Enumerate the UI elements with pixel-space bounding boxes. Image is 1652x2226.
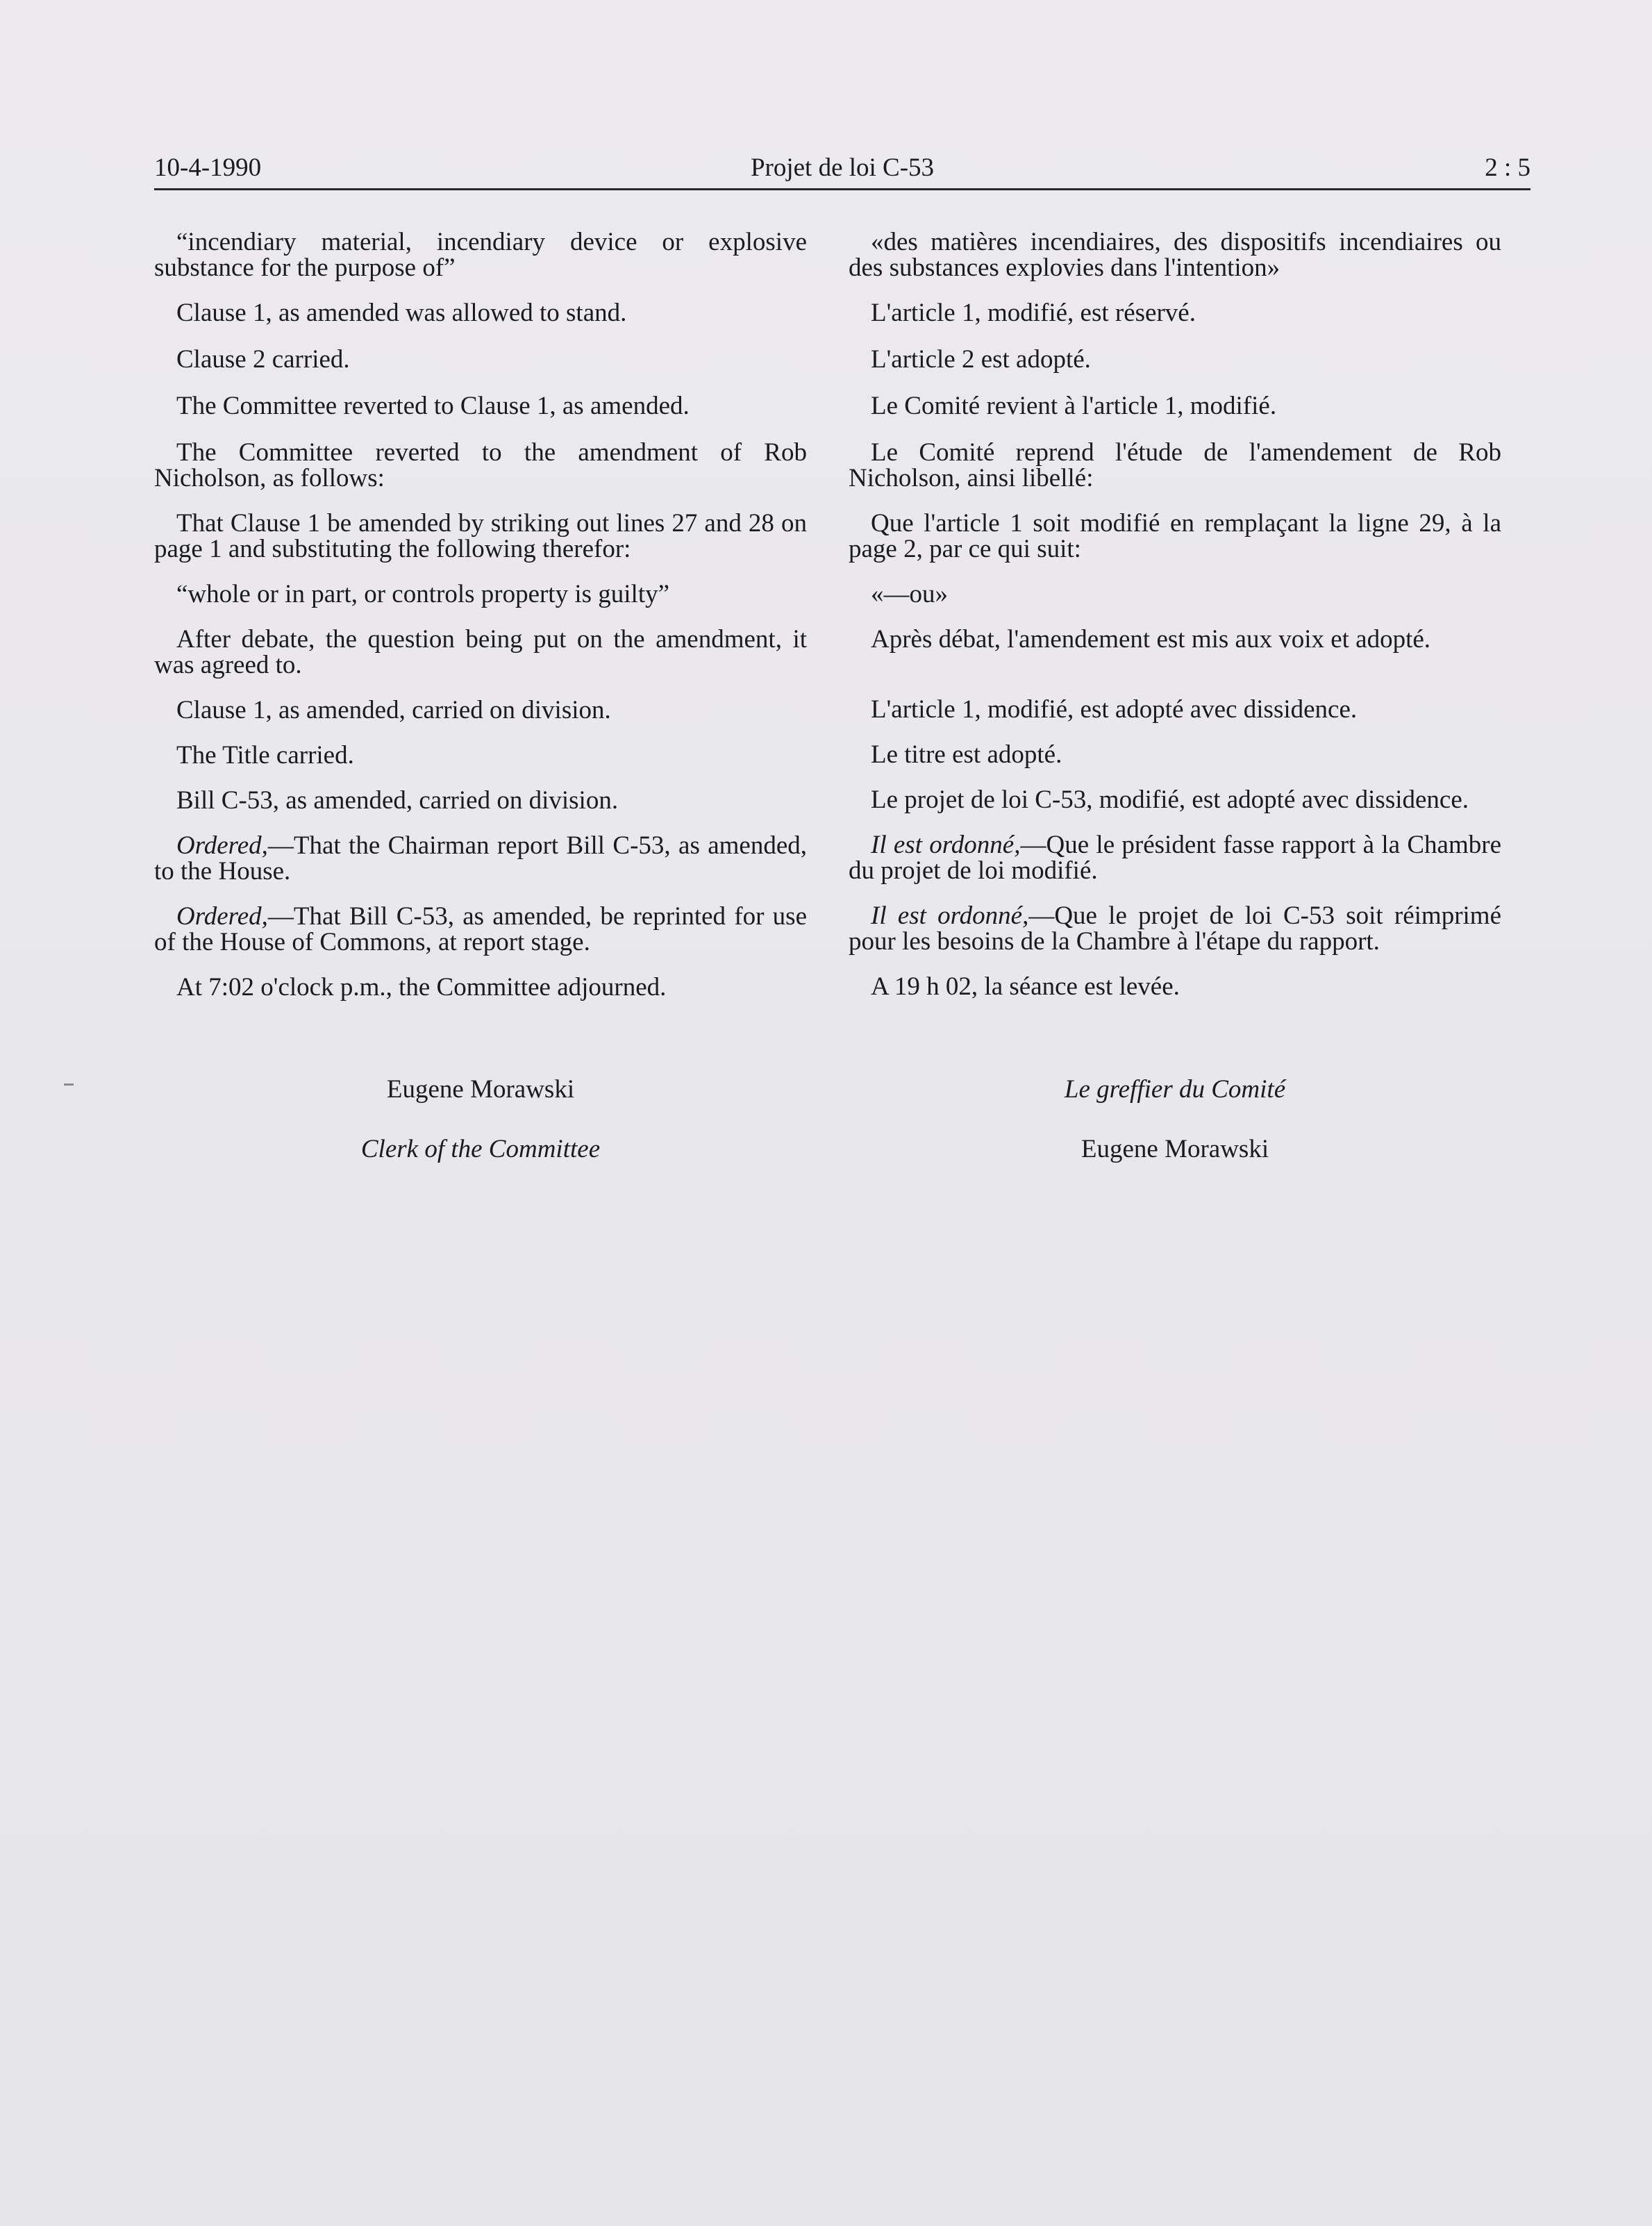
header-page-number: 2 : 5 bbox=[1485, 153, 1530, 182]
fr-paragraph: «—ou» bbox=[871, 580, 948, 608]
ordered-text: —That Bill C-53, as amended, be reprinted for use of the House of Commons, at report stage. bbox=[154, 902, 807, 956]
en-paragraph: Bill C-53, as amended, carried on division. bbox=[176, 786, 619, 815]
en-ordered-report bbox=[154, 833, 807, 884]
en-paragraph: The Committee reverted to Clause 1, as amended. bbox=[176, 392, 690, 420]
signature-title: Le greffier du Comité bbox=[1064, 1075, 1286, 1104]
ordered-lead: Ordered, bbox=[176, 831, 268, 860]
signature-title: Clerk of the Committee bbox=[360, 1135, 601, 1163]
margin-mark bbox=[64, 1083, 74, 1086]
fr-ordered-reprint bbox=[849, 903, 1501, 954]
fr-paragraph: Après débat, l'amendement est mis aux voix et adopté. bbox=[871, 625, 1431, 654]
en-paragraph: The Committee reverted to the amendment of Rob Nicholson, as follows: bbox=[154, 438, 807, 492]
english-column bbox=[154, 229, 807, 1020]
page-header bbox=[154, 149, 1530, 190]
en-paragraph: Clause 2 carried. bbox=[176, 345, 350, 374]
en-paragraph: Clause 1, as amended, carried on division. bbox=[176, 696, 611, 724]
signature-name: Eugene Morawski bbox=[1081, 1135, 1269, 1163]
french-column bbox=[849, 229, 1501, 1019]
ordered-text: —Que le projet de loi C-53 soit réimprimé pour les besoins de la Chambre à l'étape du rapport. bbox=[849, 902, 1501, 956]
fr-paragraph: Que l'article 1 soit modifié en remplaçant la ligne 29, à la page 2, par ce qui suit: bbox=[849, 509, 1501, 563]
en-adjourned: At 7:02 o'clock p.m., the Committee adjourned. bbox=[176, 973, 667, 1002]
signature-name: Eugene Morawski bbox=[386, 1075, 575, 1104]
ordered-text: —That the Chairman report Bill C-53, as amended, to the House. bbox=[154, 831, 807, 886]
fr-paragraph: Le projet de loi C-53, modifié, est adopté avec dissidence. bbox=[871, 786, 1469, 814]
fr-adjourned: A 19 h 02, la séance est levée. bbox=[871, 972, 1180, 1001]
en-paragraph: “incendiary material, incendiary device or explosive substance for the purpose of” bbox=[154, 228, 807, 282]
fr-ordered-report bbox=[849, 832, 1501, 883]
ordered-lead: Il est ordonné, bbox=[871, 902, 1029, 930]
en-paragraph: The Title carried. bbox=[176, 741, 354, 770]
header-date: 10-4-1990 bbox=[154, 153, 262, 182]
fr-paragraph: L'article 1, modifié, est réservé. bbox=[871, 299, 1196, 327]
fr-paragraph: L'article 2 est adopté. bbox=[871, 345, 1091, 374]
en-paragraph: “whole or in part, or controls property is guilty” bbox=[176, 580, 670, 608]
fr-paragraph: Le titre est adopté. bbox=[871, 740, 1062, 769]
en-ordered-reprint bbox=[154, 904, 807, 955]
fr-paragraph: Le Comité revient à l'article 1, modifié. bbox=[871, 392, 1277, 420]
en-paragraph: After debate, the question being put on the amendment, it was agreed to. bbox=[154, 625, 807, 679]
en-paragraph: Clause 1, as amended was allowed to stand. bbox=[176, 299, 627, 327]
fr-paragraph: «des matières incendiaires, des dispositifs incendiaires ou des substances explovies dans l'intention» bbox=[849, 228, 1501, 282]
header-rule bbox=[154, 188, 1530, 190]
ordered-lead: Il est ordonné, bbox=[871, 831, 1021, 859]
ordered-lead: Ordered, bbox=[176, 902, 268, 931]
header-title: Projet de loi C-53 bbox=[750, 153, 935, 182]
fr-paragraph: L'article 1, modifié, est adopté avec dissidence. bbox=[871, 695, 1358, 724]
ordered-text: —Que le président fasse rapport à la Chambre du projet de loi modifié. bbox=[849, 831, 1502, 885]
fr-paragraph: Le Comité reprend l'étude de l'amendement de Rob Nicholson, ainsi libellé: bbox=[849, 438, 1501, 492]
en-paragraph: That Clause 1 be amended by striking out lines 27 and 28 on page 1 and substituting the following therefor: bbox=[154, 509, 807, 563]
